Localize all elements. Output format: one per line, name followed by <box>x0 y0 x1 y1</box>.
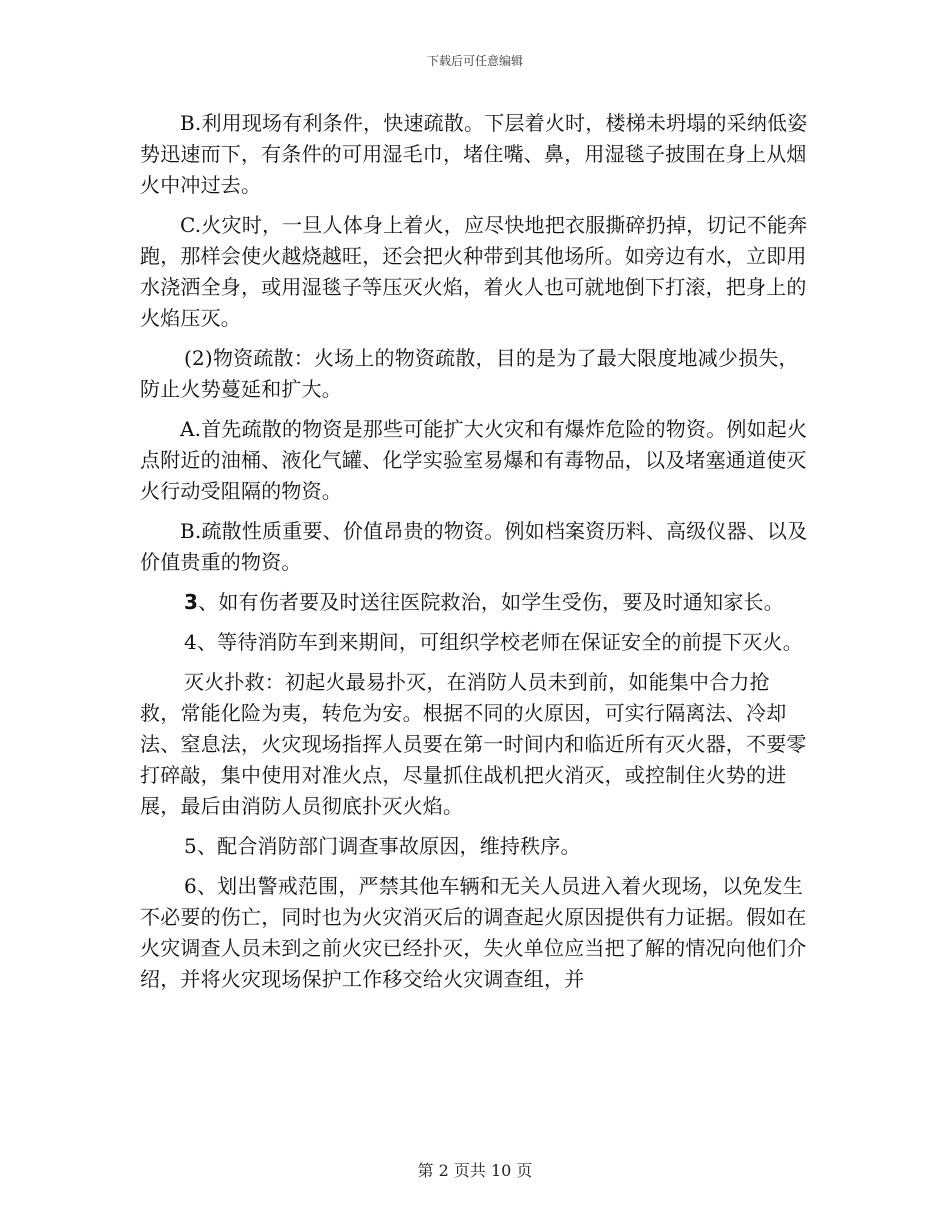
document-body <box>140 108 810 1004</box>
paragraph-text: 、配合消防部门调查事故原因，维持秩序。 <box>196 834 581 858</box>
paragraph-text: 、等待消防车到来期间，可组织学校老师在保证安全的前提下灭火。 <box>196 630 803 654</box>
paragraph-material-evacuation <box>140 343 810 405</box>
page-header: 下载后可任意编辑 <box>426 54 523 68</box>
paragraph-item-3 <box>140 587 810 618</box>
paragraph-item-4 <box>140 627 810 658</box>
paragraph-fire-fighting: 灭火扑救：初起火最易扑灭，在消防人员未到前，如能集中合力抢救，常能化险为夷，转危为安。根据不同的火原因，可实行隔离法、冷却法、窒息法，火灾现场指挥人员要在第一时间内和临近所有灭火器，不要零打碎敲，集中使用对准火点，尽量抓住战机把火消灭，或控制住火势的进展，最后由消防人员彻底扑灭火焰。 <box>140 670 807 818</box>
paragraph-b-valuable-materials: B.疏散性质重要、价值昂贵的物资。例如档案资历料、高级仪器、以及价值贵重的物资。 <box>140 519 808 574</box>
paragraph-item-5 <box>140 831 810 862</box>
item-number: 3 <box>184 590 199 614</box>
paragraph-text: 、如有伤者要及时送往医院救治，如学生受伤，要及时通知家长。 <box>198 590 784 614</box>
paragraph-b-evacuate-low: B.利用现场有利条件，快速疏散。下层着火时，楼梯未坍塌的采纳低姿势迅速而下，有条件的可用湿毛巾，堵住嘴、鼻，用湿毯子披围在身上从烟火中冲过去。 <box>140 111 808 197</box>
paragraph-text: 物资疏散：火场上的物资疏散，目的是为了最大限度地减少损失，防止火势蔓延和扩大。 <box>140 346 799 401</box>
paragraph-text: 、划出警戒范围，严禁其他车辆和无关人员进入着火现场，以免发生不必要的伤亡，同时也为火灾消灭后的调查起火原因提供有力证据。假如在火灾调查人员未到之前火灾已经扑灭，失火单位应当把了解的情况向他们介绍，并将火灾现场保护工作移交给火灾调查组，并 <box>140 874 807 991</box>
paragraph-c-body-on-fire: C.火灾时，一旦人体身上着火，应尽快地把衣服撕碎扔掉，切记不能奔跑，那样会使火越烧越旺，还会把火种带到其他场所。如旁边有水，立即用水浇洒全身，或用湿毯子等压灭火焰，着火人也可就地倒下打滚，把身上的火焰压灭。 <box>140 213 808 330</box>
item-number: (2) <box>184 346 213 370</box>
item-number: 6 <box>184 874 197 898</box>
paragraph-item-6 <box>140 871 810 995</box>
paragraph-a-priority-materials: A.首先疏散的物资是那些可能扩大火灾和有爆炸危险的物资。例如起火点附近的油桶、液化气罐、化学实验室易爆和有毒物品，以及堵塞通道使灭火行动受阻隔的物资。 <box>140 417 808 503</box>
page-footer: 第 2 页共 10 页 <box>417 1161 533 1180</box>
item-number: 4 <box>184 630 197 654</box>
item-number: 5 <box>184 834 197 858</box>
